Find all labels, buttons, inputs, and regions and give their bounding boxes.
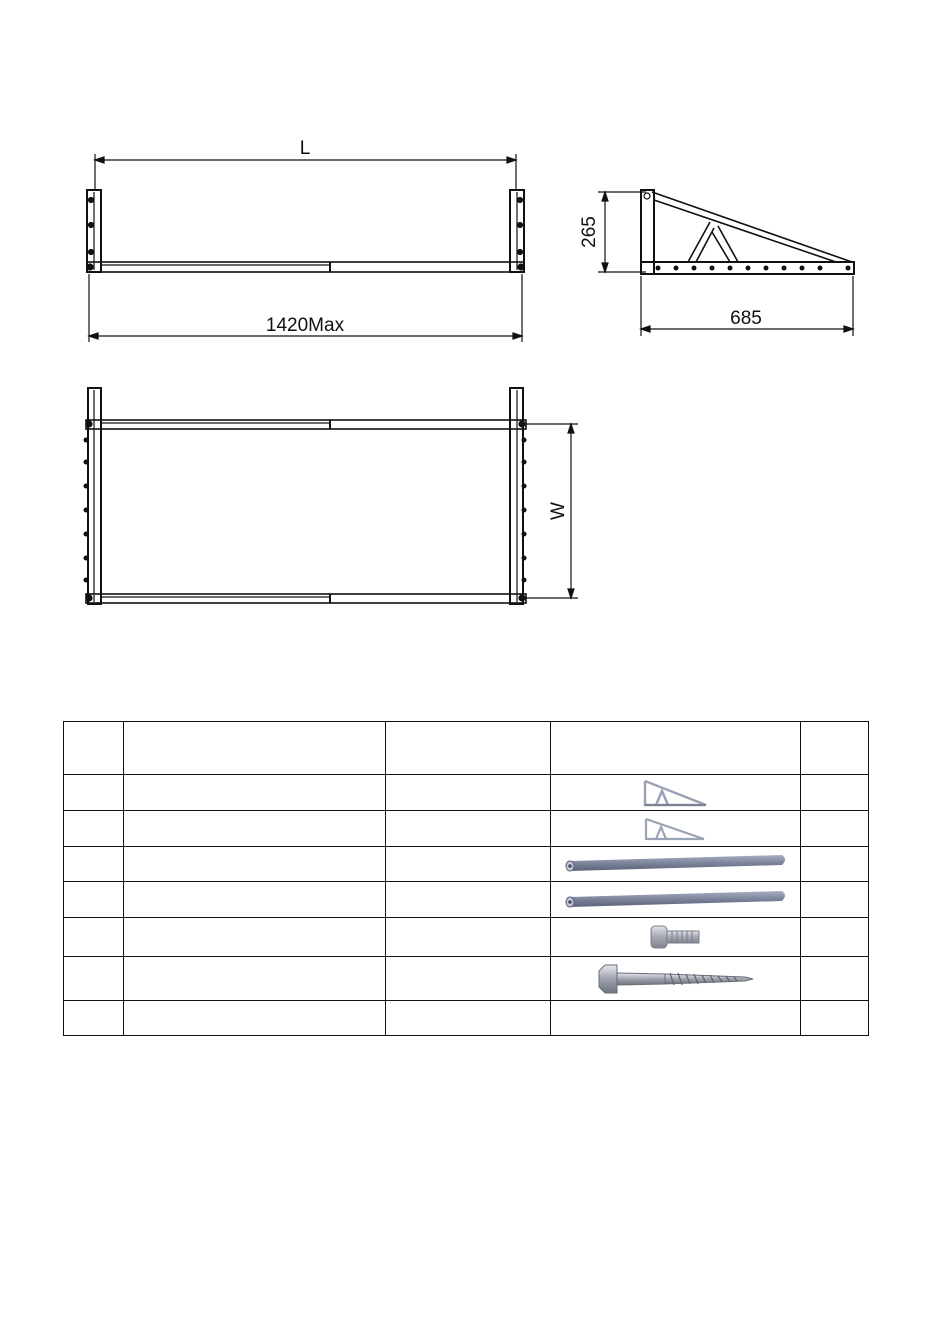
hex-socket-bolt-icon (647, 923, 703, 951)
cell-qty (800, 882, 868, 918)
cell-name (124, 957, 386, 1001)
side-view (598, 190, 854, 336)
top-view (84, 388, 579, 604)
label-W: W (548, 502, 569, 520)
cell-qty (800, 1001, 868, 1036)
label-1420max: 1420Max (265, 315, 345, 336)
table-row (64, 847, 869, 882)
cell-no (64, 957, 124, 1001)
cell-name (124, 722, 386, 775)
tube-rail-icon (562, 851, 788, 877)
table-row (64, 957, 869, 1001)
cell-image (550, 957, 800, 1001)
cell-name (124, 882, 386, 918)
cell-image (550, 1001, 800, 1036)
cell-image (550, 722, 800, 775)
cell-qty (800, 722, 868, 775)
cell-name (124, 1001, 386, 1036)
cell-name (124, 847, 386, 882)
cell-spec (386, 811, 550, 847)
cell-no (64, 811, 124, 847)
label-685: 685 (730, 308, 762, 329)
front-view (87, 154, 524, 342)
cell-spec (386, 847, 550, 882)
cell-qty (800, 775, 868, 811)
cell-spec (386, 957, 550, 1001)
table-row (64, 918, 869, 957)
cell-qty (800, 957, 868, 1001)
cell-image (550, 918, 800, 957)
table-header-row (64, 722, 869, 775)
cell-image (550, 811, 800, 847)
cell-no (64, 918, 124, 957)
cell-no (64, 1001, 124, 1036)
cell-qty (800, 811, 868, 847)
cell-name (124, 775, 386, 811)
label-L: L (299, 138, 311, 159)
cell-spec (386, 918, 550, 957)
cell-image (550, 847, 800, 882)
label-265: 265 (579, 216, 600, 248)
cell-qty (800, 918, 868, 957)
cell-name (124, 811, 386, 847)
cell-no (64, 722, 124, 775)
cell-spec (386, 722, 550, 775)
cell-no (64, 847, 124, 882)
bracket-large-icon (640, 777, 710, 809)
table-row (64, 1001, 869, 1036)
cell-spec (386, 1001, 550, 1036)
bracket-small-icon (642, 815, 708, 843)
cell-image (550, 882, 800, 918)
parts-table (63, 721, 869, 1036)
cell-no (64, 775, 124, 811)
cell-spec (386, 775, 550, 811)
lag-screw-icon (595, 962, 755, 996)
cell-spec (386, 882, 550, 918)
cell-no (64, 882, 124, 918)
table-row (64, 882, 869, 918)
tube-rail-icon (562, 887, 788, 913)
table-row (64, 775, 869, 811)
table-row (64, 811, 869, 847)
cell-name (124, 918, 386, 957)
cell-qty (800, 847, 868, 882)
cell-image (550, 775, 800, 811)
